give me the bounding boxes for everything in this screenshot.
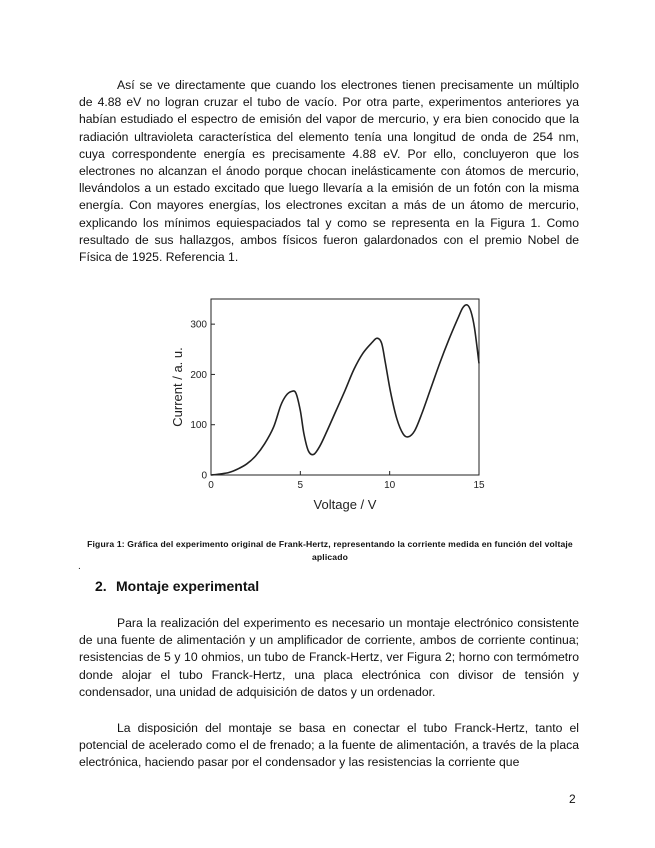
body-paragraph — [79, 615, 579, 701]
paragraph-text: La disposición del montaje se basa en conectar el tubo Franck-Hertz, tanto el potencial de acelerado como el de frenado; a la fuente de alimentación, a través de la placa electrónica, haciendo pasar por el condensador y las resistencias la corriente que — [79, 721, 579, 770]
section-number: 2. — [95, 578, 107, 594]
x-tick-label: 15 — [473, 480, 485, 491]
y-tick-label: 100 — [190, 420, 207, 432]
current-curve — [211, 305, 479, 475]
stray-mark: . — [78, 561, 81, 572]
section-heading — [95, 578, 259, 594]
body-paragraph — [79, 720, 579, 772]
plot-frame — [211, 299, 479, 475]
y-tick-label: 200 — [190, 369, 207, 381]
y-tick-label: 0 — [201, 470, 207, 482]
paragraph-text: Así se ve directamente que cuando los electrones tienen precisamente un múltiplo de 4.88 eV no logran cruzar el tubo de vacío. Por otra parte, experimentos anteriores ya habían estudiado el espectro de emisión del vapor de mercurio, y era bien conocido que la radiación ultravioleta característica del elemento tenía una longitud de onda de 254 nm, cuya correspondente energía es precisamente 4.88 eV. Por ello, concluyeron que los electrones no alcanzan el ánodo porque chocan inelásticamente con átomos de mercurio, llevándolos a un estado excitado que luego llevaría a la emisión de un fotón con la misma energía. Con mayores energías, los electrones excitan a más de un átomo de mercurio, explicando los mínimos equiespaciados tal y como se representa en la Figura 1. Como resultado de sus hallazgos, ambos físicos fueron galardonados con el premio Nobel de Física de 1925. Referencia 1. — [79, 78, 579, 265]
x-tick-label: 10 — [384, 480, 396, 491]
y-tick-label: 300 — [190, 319, 207, 331]
section-title: Montaje experimental — [116, 578, 260, 594]
paragraph-text: Para la realización del experimento es necesario un montaje electrónico consistente de una fuente de alimentación y un amplificador de corriente, ambos de corriente continua; resistencias de 5 y 10 ohmios, un tubo de Franck-Hertz, ver Figura 2; horno con termómetro donde alojar el tubo Franck-Hertz, una placa electrónica con divisor de tensión y condensador, una unidad de adquisición de datos y un ordenador. — [79, 616, 579, 699]
page-number: 2 — [569, 792, 576, 806]
franck-hertz-plot — [160, 285, 495, 520]
figure-1-chart — [160, 285, 495, 520]
body-paragraph — [79, 77, 579, 266]
x-tick-label: 0 — [208, 480, 214, 491]
x-axis-label: Voltage / V — [313, 497, 377, 512]
y-axis-label: Current / a. u. — [170, 347, 185, 427]
figure-caption: Figura 1: Gráfica del experimento original de Frank-Hertz, representando la corriente medida en función del voltaje aplicado — [87, 539, 573, 562]
x-tick-label: 5 — [297, 480, 304, 491]
